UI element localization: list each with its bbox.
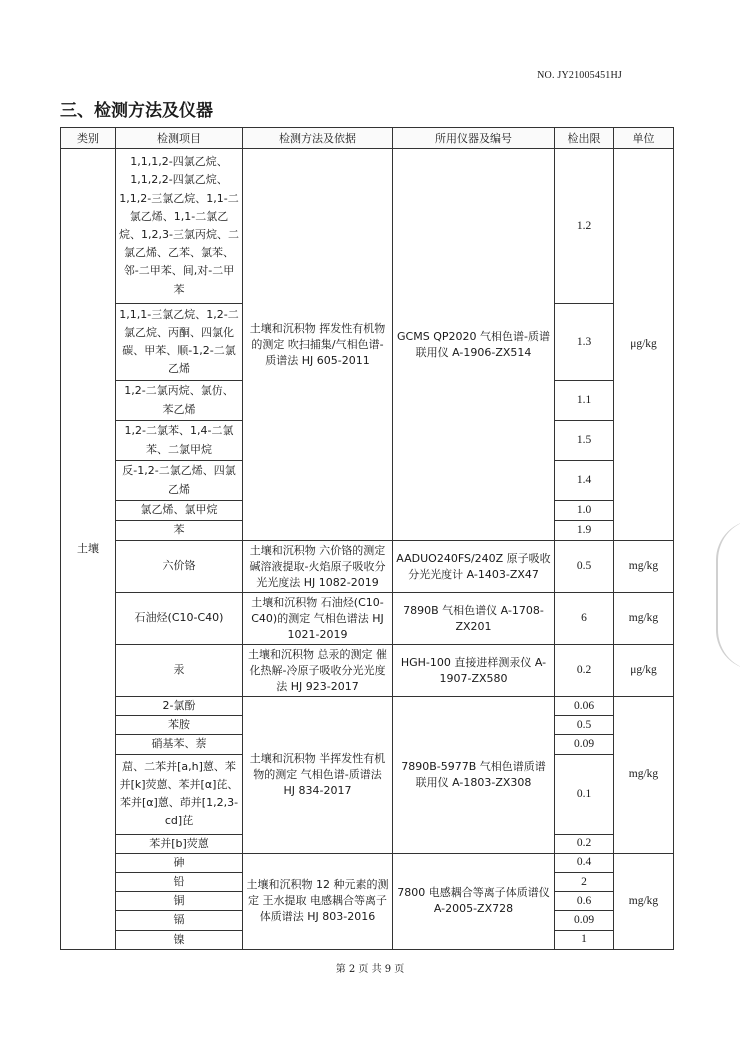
table-row	[61, 645, 674, 697]
header-limit: 检出限	[555, 128, 614, 149]
item-cell: 2-氯酚	[116, 697, 243, 716]
seal-edge	[716, 520, 740, 670]
item-cell: 硝基苯、萘	[116, 735, 243, 754]
item-cell: 镍	[116, 930, 243, 949]
instrument-cell: 7800 电感耦合等离子体质谱仪 A-2005-ZX728	[393, 853, 555, 949]
item-cell: 1,2-二氯苯、1,4-二氯苯、二氯甲烷	[116, 421, 243, 461]
table-row	[61, 149, 674, 304]
table-row	[61, 593, 674, 645]
instrument-cell: AADUO240FS/240Z 原子吸收分光光度计 A-1403-ZX47	[393, 541, 555, 593]
limit-cell: 1.0	[555, 501, 614, 521]
table-row	[61, 853, 674, 872]
limit-cell: 0.06	[555, 697, 614, 716]
header-instrument: 所用仪器及编号	[393, 128, 555, 149]
limit-cell: 1.1	[555, 381, 614, 421]
limit-cell: 6	[555, 593, 614, 645]
instrument-cell: HGH-100 直接进样测汞仪 A-1907-ZX580	[393, 645, 555, 697]
item-cell: 铅	[116, 873, 243, 892]
limit-cell: 1.9	[555, 521, 614, 541]
unit-cell: mg/kg	[614, 593, 674, 645]
item-cell: 䓛、二苯并[a,h]蒽、苯并[k]荧蒽、苯并[α]芘、苯并[α]蒽、茚并[1,2,3-cd]芘	[116, 754, 243, 834]
item-cell: 1,1,1,2-四氯乙烷、1,1,2,2-四氯乙烷、1,1,2-三氯乙烷、1,1-二氯乙烯、1,1-二氯乙烷、1,2,3-三氯丙烷、二氯乙烯、乙苯、氯苯、邻-二甲苯、间,对-二甲苯	[116, 149, 243, 304]
limit-cell: 0.5	[555, 541, 614, 593]
unit-cell: mg/kg	[614, 541, 674, 593]
header-item: 检测项目	[116, 128, 243, 149]
instrument-cell: 7890B-5977B 气相色谱质谱联用仪 A-1803-ZX308	[393, 697, 555, 854]
item-cell: 六价铬	[116, 541, 243, 593]
method-cell: 土壤和沉积物 石油烃(C10-C40)的测定 气相色谱法 HJ 1021-2019	[243, 593, 393, 645]
header-unit: 单位	[614, 128, 674, 149]
limit-cell: 0.2	[555, 834, 614, 853]
limit-cell: 0.09	[555, 735, 614, 754]
methods-table	[60, 127, 674, 950]
limit-cell: 2	[555, 873, 614, 892]
method-cell: 土壤和沉积物 12 种元素的测定 王水提取 电感耦合等离子体质谱法 HJ 803-2016	[243, 853, 393, 949]
item-cell: 苯并[b]荧蒽	[116, 834, 243, 853]
item-cell: 石油烃(C10-C40)	[116, 593, 243, 645]
table-row	[61, 541, 674, 593]
item-cell: 反-1,2-二氯乙烯、四氯乙烯	[116, 461, 243, 501]
table-header-row	[61, 128, 674, 149]
unit-cell: mg/kg	[614, 853, 674, 949]
document-number: NO. JY21005451HJ	[537, 70, 622, 81]
limit-cell: 1.2	[555, 149, 614, 304]
limit-cell: 1	[555, 930, 614, 949]
instrument-cell: GCMS QP2020 气相色谱-质谱联用仪 A-1906-ZX514	[393, 149, 555, 541]
limit-cell: 0.5	[555, 716, 614, 735]
instrument-cell: 7890B 气相色谱仪 A-1708-ZX201	[393, 593, 555, 645]
method-cell: 土壤和沉积物 六价铬的测定 碱溶液提取-火焰原子吸收分光光度法 HJ 1082-2019	[243, 541, 393, 593]
item-cell: 1,2-二氯丙烷、氯仿、苯乙烯	[116, 381, 243, 421]
unit-cell: mg/kg	[614, 697, 674, 854]
unit-cell: μg/kg	[614, 645, 674, 697]
item-cell: 氯乙烯、氯甲烷	[116, 501, 243, 521]
item-cell: 汞	[116, 645, 243, 697]
item-cell: 苯胺	[116, 716, 243, 735]
item-cell: 砷	[116, 853, 243, 872]
limit-cell: 0.1	[555, 754, 614, 834]
limit-cell: 0.09	[555, 911, 614, 930]
method-cell: 土壤和沉积物 总汞的测定 催化热解-冷原子吸收分光光度法 HJ 923-2017	[243, 645, 393, 697]
header-category: 类别	[61, 128, 116, 149]
table-row	[61, 697, 674, 716]
page-footer: 第 2 页 共 9 页	[335, 964, 405, 975]
method-cell: 土壤和沉积物 半挥发性有机物的测定 气相色谱-质谱法 HJ 834-2017	[243, 697, 393, 854]
unit-cell: μg/kg	[614, 149, 674, 541]
header-method: 检测方法及依据	[243, 128, 393, 149]
item-cell: 1,1,1-三氯乙烷、1,2-二氯乙烷、丙酮、四氯化碳、甲苯、顺-1,2-二氯乙烯	[116, 304, 243, 381]
item-cell: 镉	[116, 911, 243, 930]
limit-cell: 1.3	[555, 304, 614, 381]
item-cell: 铜	[116, 892, 243, 911]
limit-cell: 0.2	[555, 645, 614, 697]
method-cell: 土壤和沉积物 挥发性有机物的测定 吹扫捕集/气相色谱-质谱法 HJ 605-2011	[243, 149, 393, 541]
limit-cell: 0.4	[555, 853, 614, 872]
limit-cell: 1.5	[555, 421, 614, 461]
limit-cell: 1.4	[555, 461, 614, 501]
item-cell: 苯	[116, 521, 243, 541]
category-cell: 土壤	[61, 149, 116, 950]
limit-cell: 0.6	[555, 892, 614, 911]
section-title: 三、检测方法及仪器	[60, 101, 213, 121]
